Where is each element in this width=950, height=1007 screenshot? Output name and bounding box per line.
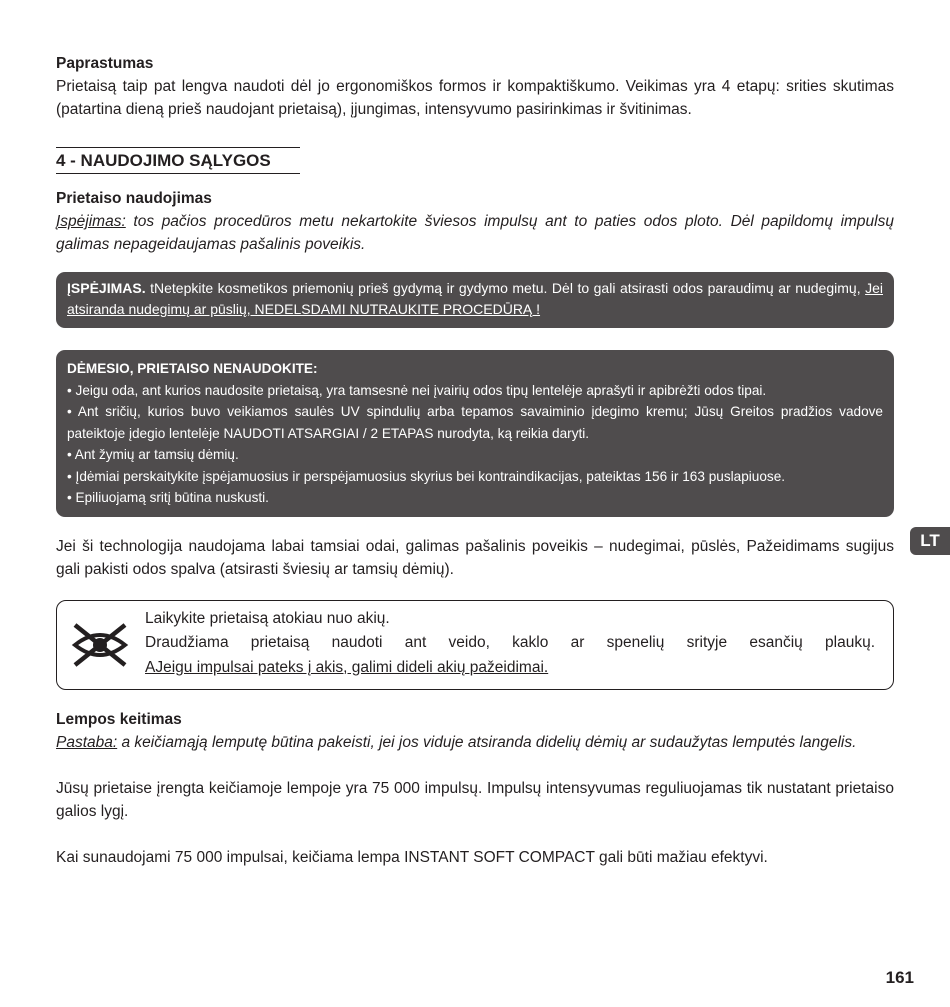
- warning-box: [56, 272, 894, 328]
- usage-heading: Prietaiso naudojimas: [56, 190, 212, 207]
- caution-item: • Įdėmiai perskaitykite įspėjamuosius ir perspėjamuosius skyrius bei kontraindikacijas, pateiktas 156 ir 163 puslapiuose.: [67, 468, 786, 484]
- warning-box-label: ĮSPĖJIMAS.: [67, 280, 146, 296]
- page-number: 161: [885, 968, 914, 987]
- eye-box-line3: AJeigu impulsai pateks į akis, galimi dideli akių pažeidimai.: [145, 658, 549, 676]
- section-title: 4 - NAUDOJIMO SĄLYGOS: [56, 147, 300, 174]
- dark-skin-text: Jei ši technologija naudojama labai tamsiai odai, galimas pašalinis poveikis – nudegimai, pūslės, Pažeidimams sugijus gali pakisti odos spalva (atsirasti šviesių ar tamsių dėmių).: [56, 537, 894, 578]
- lamp-note-text: a keičiamąją lemputę būtina pakeisti, jei jos viduje atsiranda didelių dėmių ar sudaužytas lemputės langelis.: [117, 734, 857, 751]
- crossed-eye-icon: [71, 621, 129, 669]
- caution-box: [56, 350, 894, 517]
- usage-warning-label: Įspėjimas:: [56, 213, 126, 230]
- eye-box-line2: Draudžiama prietaisą naudoti ant veido, kaklo ar spenelių srityje esančių plaukų.: [145, 634, 875, 651]
- caution-item: • Epiliuojamą sritį būtina nuskusti.: [67, 490, 269, 505]
- warning-box-text: tNetepkite kosmetikos priemonių prieš gydymą ir gydymo metu. Dėl to gali atsirasti odos paraudimų ar nudegimų,: [145, 280, 866, 296]
- lamp-para2: Kai sunaudojami 75 000 impulsai, keičiama lempa INSTANT SOFT COMPACT gali būti mažiau efektyvi.: [56, 849, 768, 866]
- page-content: [56, 52, 894, 869]
- caution-box-title: DĖMESIO, PRIETAISO NENAUDOKITE:: [67, 361, 318, 376]
- lamp-para1: Jūsų prietaise įrengta keičiamoje lempoje yra 75 000 impulsų. Impulsų intensyvumas reguliuojamas tik nustatant prietaiso galios lygį.: [56, 780, 894, 820]
- usage-warning: [56, 210, 894, 256]
- paprastumas-text: Prietaisą taip pat lengva naudoti dėl jo ergonomiškos formos ir kompaktiškumo. Veikimas yra 4 etapų: srities skutimas (patartina dieną prieš naudojant prietaisą), įjungimas, intensyvumo pasirinkimas ir švitinimas.: [56, 78, 894, 118]
- language-tab: LT: [910, 527, 950, 555]
- lamp-note: [56, 731, 894, 754]
- paprastumas-heading: Paprastumas: [56, 55, 154, 72]
- lamp-note-label: Pastaba:: [56, 734, 118, 751]
- caution-item: • Jeigu oda, ant kurios naudosite prietaisą, yra tamsesnė nei įvairių odos tipų lentelėje aprašyti ir apibrėžti odos tipai.: [67, 382, 767, 398]
- usage-warning-text: tos pačios procedūros metu nekartokite šviesos impulsų ant to paties odos ploto. Dėl papildomų impulsų galimas nepageidaujamas pašalinis poveikis.: [56, 213, 894, 253]
- warning-box-underlined: Jei atsiranda nudegimų ar pūslių, NEDELSDAMI NUTRAUKITE PROCEDŪRĄ !: [67, 280, 883, 317]
- caution-item: • Ant sričių, kurios buvo veikiamos saulės UV spindulių arba tepamos savaiminio įdegimo kremu; Jūsų Greitos pradžios vadove pateiktoje įdegio lentelėje NAUDOTI ATSARGIAI / 2 ETAPAS nurodyta, ką reikia daryti.: [67, 404, 883, 441]
- eye-box-line1: Laikykite prietaisą atokiau nuo akių.: [145, 609, 390, 627]
- eye-warning-box: [56, 600, 894, 691]
- caution-item: • Ant žymių ar tamsių dėmių.: [67, 447, 239, 462]
- lamp-heading: Lempos keitimas: [56, 711, 182, 728]
